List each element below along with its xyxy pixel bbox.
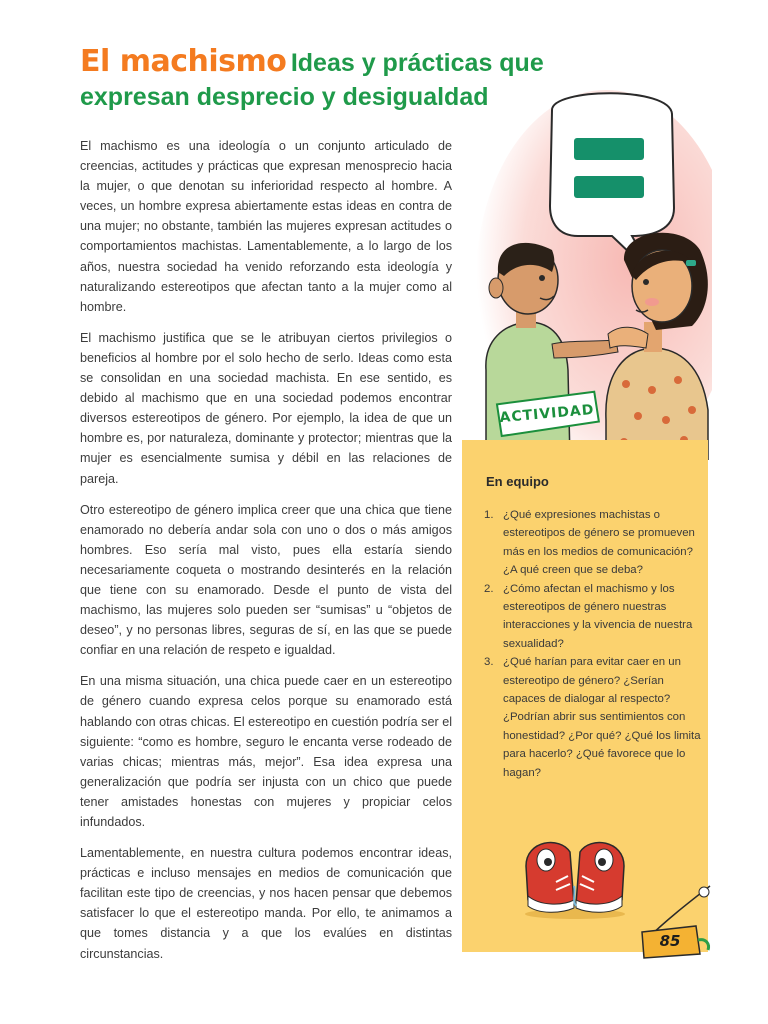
list-item (484, 580, 706, 654)
title-subtitle-line2: expresan desprecio y desigualdad (80, 83, 489, 111)
paragraph: Otro estereotipo de género implica creer que una chica que tiene enamorado no debería andar sola con uno o dos o más amigos hombres. Eso sería mal visto, pues ella estaría siendo necesariamente coqueta o mostrando desinterés en la relación que tiene con su enamorado. Desde el punto de vista del machismo, las mujeres solo pueden ser “sumisas” u “objetos de deseo”, y no personas libres, seguras de sí, en las que se puede confiar en una relación de respeto e igualdad. (80, 502, 452, 658)
activity-tag-label: ACTIVIDAD (498, 401, 596, 427)
question-number: 2. (484, 582, 494, 595)
sneakers-icon (516, 826, 634, 920)
paragraph: En una misma situación, una chica puede caer en un estereotipo de género cuando expresa celos porque su enamorado está hablando con otras chicas. El estereotipo en cuestión podría ser el siguiente: “como es hombre, seguro le encanta verse rodeado de varias chicas; mientras más, mejor”. Esa idea expresa una generalización que podría ser injusta con un chico que puede tener amistades honestas con mujeres y propiciar celos infundados. (80, 674, 452, 829)
paragraph: Lamentablemente, en nuestra cultura podemos encontrar ideas, prácticas e incluso mensajes en medios de comunicación que facilitan este tipo de creencias, y nos hacen pensar que debemos satisfacer lo que el estereotipo manda. Por ello, te animamos a que tomes distancia y a que los evalúes en distintas circunstancias. (80, 846, 452, 961)
activity-heading: En equipo (486, 474, 549, 489)
title-subtitle-line1: Ideas y prácticas que (290, 49, 544, 77)
question-text: ¿Qué harían para evitar caer en un estereotipo de género? ¿Serían capaces de dialogar al respecto? ¿Podrían abrir sus sentimientos con honestidad? ¿Por qué? ¿Qué los limita para hacerlo? ¿Qué favorece que lo hagan? (503, 656, 701, 779)
page-title (80, 44, 550, 80)
paragraph: El machismo justifica que se le atribuyan ciertos privilegios o beneficios al hombre por el solo hecho de serlo. Ideas como esta se consolidan en una sociedad machista. En ese sentido, es debido al machismo que en una sociedad podemos encontrar diversos estereotipos de género. Por ejemplo, la idea de que un hombre es, por naturaleza, dominante y protector; mientras que la mujer es esencialmente sumisa y débil en las relaciones de pareja. (80, 330, 452, 486)
question-text: ¿Qué expresiones machistas o estereotipos de género se promueven más en los medios de comunicación? ¿A qué creen que se deba? (503, 509, 695, 577)
list-item (484, 506, 706, 580)
question-list (484, 506, 706, 782)
question-number: 3. (484, 656, 494, 669)
list-item (484, 653, 706, 782)
paragraph: El machismo es una ideología o un conjunto articulado de creencias, actitudes y prácticas que expresan menosprecio hacia la mujer, o que denotan su inferioridad respecto al hombre. A veces, un hombre expresa abiertamente estas ideas en contra de una mujer; no obstante, también las mujeres expresan actitudes o comportamientos machistas. Lamentablemente, a lo largo de los años, nuestra sociedad ha venido reforzando esta ideología y naturalizando estereotipos que afectan tanto a la mujer como al hombre. (80, 139, 452, 314)
body-text (80, 136, 452, 975)
question-number: 1. (484, 509, 494, 521)
title-main: El machismo (80, 44, 287, 79)
question-text: ¿Cómo afectan el machismo y los estereotipos de género nuestras interacciones y la vivencia de nuestra sexualidad? (503, 582, 693, 650)
page-number: 85 (659, 932, 681, 950)
